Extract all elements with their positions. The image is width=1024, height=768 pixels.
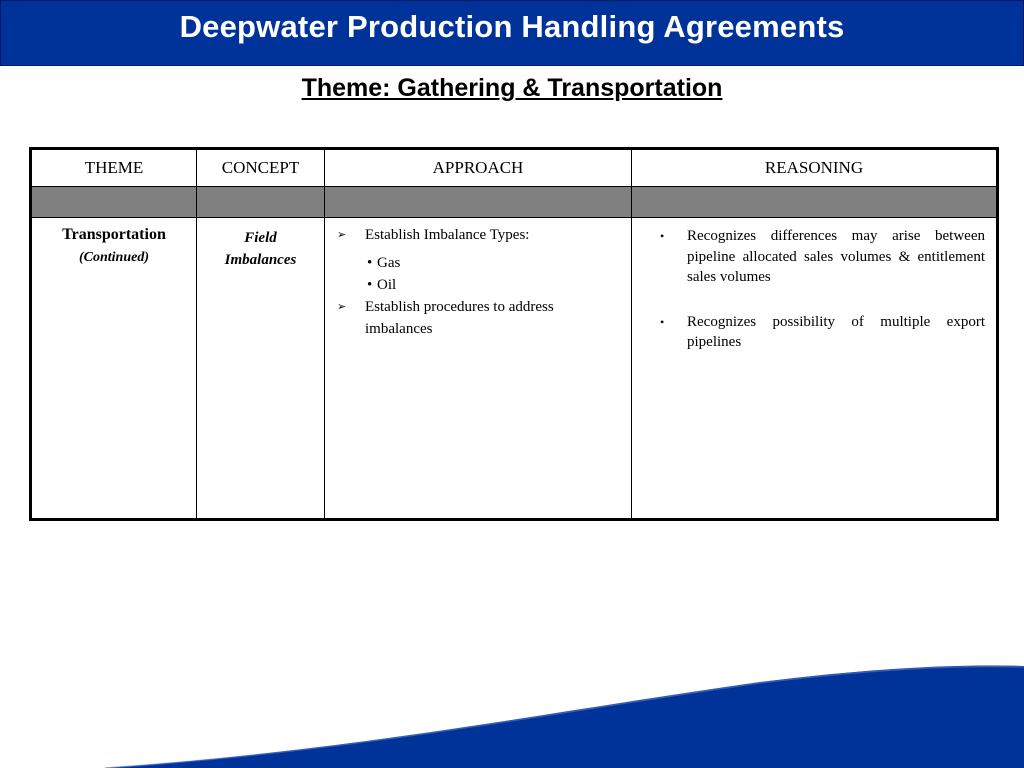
- reasoning-item-text: Recognizes differences may arise between pipeline allocated sales volumes & entitlement sales volumes: [687, 228, 985, 285]
- dot-bullet-icon: •: [660, 314, 665, 329]
- approach-sub-item: [367, 252, 621, 274]
- approach-item-text: Establish procedures to address imbalances: [365, 299, 554, 337]
- column-header-approach: APPROACH: [325, 149, 632, 187]
- reasoning-item: [660, 312, 985, 353]
- arrow-bullet-icon: ➢: [337, 229, 347, 241]
- page-subtitle: Theme: Gathering & Transportation: [301, 74, 723, 102]
- approach-item-text: Establish Imbalance Types:: [365, 227, 530, 243]
- approach-item: [337, 224, 621, 246]
- spacer-cell: [197, 187, 325, 218]
- approach-sub-item: [367, 274, 621, 296]
- spacer-cell: [632, 187, 998, 218]
- reasoning-cell: [632, 218, 998, 520]
- reasoning-item-text: Recognizes possibility of multiple export pipelines: [687, 313, 985, 350]
- column-header-concept: CONCEPT: [197, 149, 325, 187]
- spacer-cell: [325, 187, 632, 218]
- column-header-reasoning: REASONING: [632, 149, 998, 187]
- agreement-table: [29, 147, 999, 521]
- dot-bullet-icon: •: [367, 277, 373, 293]
- concept-label: [211, 227, 311, 271]
- approach-cell: [325, 218, 632, 520]
- concept-line-2: Imbalances: [224, 252, 297, 268]
- column-header-theme: THEME: [31, 149, 197, 187]
- arrow-bullet-icon: ➢: [337, 301, 347, 313]
- approach-item: [337, 296, 621, 340]
- reasoning-item: [660, 226, 985, 288]
- theme-sub-label: (Continued): [78, 250, 149, 265]
- concept-cell: [197, 218, 325, 520]
- table-header-row: [31, 149, 998, 187]
- swoosh-shape: [105, 666, 1024, 768]
- spacer-cell: [31, 187, 197, 218]
- theme-cell: [31, 218, 197, 520]
- approach-sub-item-text: Oil: [377, 277, 397, 293]
- table-spacer-row: [31, 187, 998, 218]
- dot-bullet-icon: •: [367, 255, 373, 271]
- approach-sub-list: [367, 252, 621, 296]
- page-title: Deepwater Production Handling Agreements: [179, 9, 845, 44]
- approach-sub-item-text: Gas: [377, 255, 401, 271]
- dot-bullet-icon: •: [660, 229, 665, 243]
- title-bar: [0, 0, 1024, 66]
- table-row: [31, 218, 998, 520]
- decorative-swoosh: [0, 630, 1024, 768]
- theme-label: Transportation: [62, 226, 166, 243]
- concept-line-1: Field: [244, 230, 277, 246]
